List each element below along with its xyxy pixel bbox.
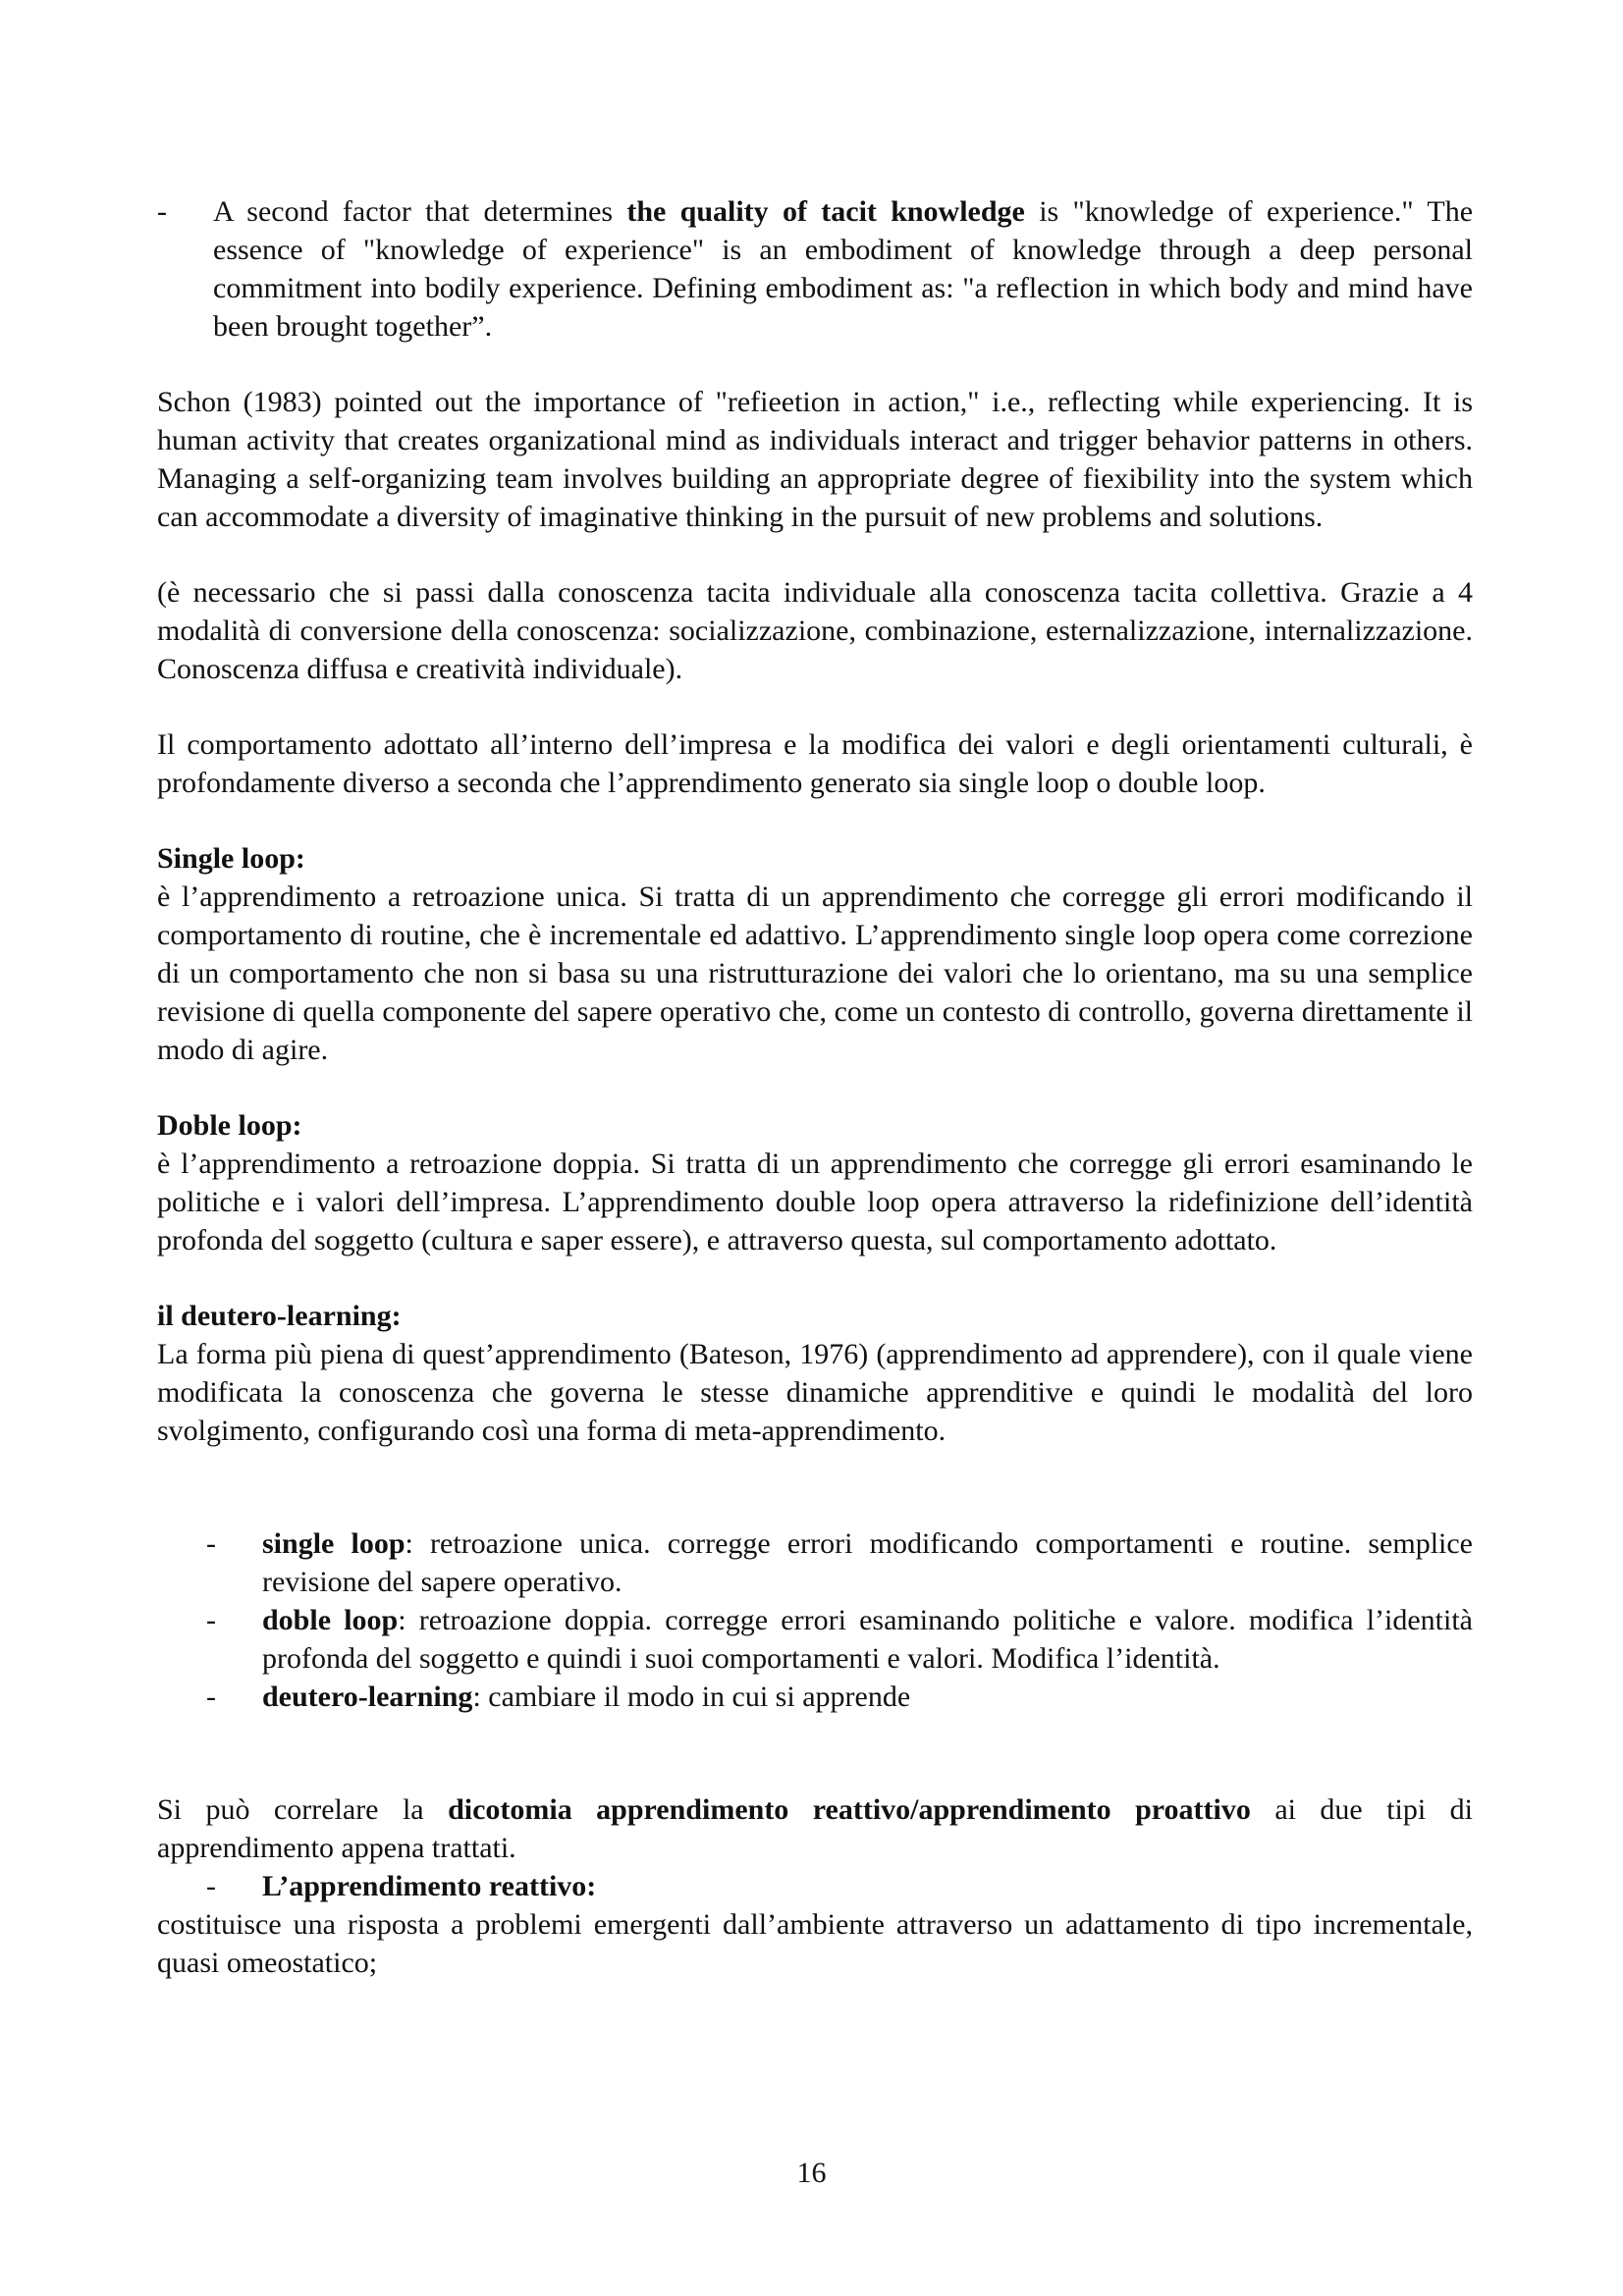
dash-marker: - [206, 1870, 216, 1902]
summary-term: deutero-learning [262, 1681, 473, 1713]
dicotomia-intro: Si può correlare la [157, 1793, 449, 1826]
single-loop-heading: Single loop: [157, 842, 305, 875]
list-item [206, 1524, 1473, 1601]
double-loop-paragraph: è l’apprendimento a retroazione doppia. Si tratta di un apprendimento che corregge gli errori esaminando le politiche e i valori dell’impresa. L’apprendimento double loop opera attraverso la ridefinizione dell’identità profonda del soggetto (cultura e saper essere), e attraverso questa, sul comportamento adottato. [157, 1148, 1473, 1256]
tacit-knowledge-item [157, 192, 1473, 346]
reattivo-heading: L’apprendimento reattivo: [262, 1870, 597, 1902]
document-page [157, 192, 1473, 1982]
page-number: 16 [796, 2157, 827, 2189]
dash-marker: - [157, 195, 167, 228]
dash-marker: - [206, 1681, 216, 1713]
double-loop-heading: Doble loop: [157, 1109, 302, 1142]
dash-marker: - [206, 1527, 216, 1560]
tacit-bold-term: the quality of tacit knowledge [626, 195, 1025, 228]
deutero-learning-paragraph: La forma più piena di quest’apprendimento (Bateson, 1976) (apprendimento ad apprendere), con il quale viene modificata la conoscenza che governa le stesse dinamiche apprenditive e quindi le modalità del loro svolgimento, configurando così una forma di meta-apprendimento. [157, 1338, 1473, 1447]
summary-list [206, 1524, 1473, 1716]
summary-text: : retroazione doppia. corregge errori esaminando politiche e valore. modifica l’identità profonda del soggetto e quindi i suoi comportamenti e valori. Modifica l’identità. [262, 1604, 1473, 1675]
list-item [206, 1601, 1473, 1678]
deutero-learning-heading: il deutero-learning: [157, 1300, 402, 1332]
dicotomia-paragraph [157, 1790, 1473, 1867]
schon-paragraph: Schon (1983) pointed out the importance of "refieetion in action," i.e., reflecting while experiencing. It is human activity that creates organizational mind as individuals interact and trigger behavior patterns in others. Managing a self-organizing team involves building an appropriate degree of fiexibility into the system which can accommodate a diversity of imaginative thinking in the pursuit of new problems and solutions. [157, 386, 1473, 533]
reattivo-paragraph: costituisce una risposta a problemi emergenti dall’ambiente attraverso un adattamento di tipo incrementale, quasi omeostatico; [157, 1908, 1473, 1979]
tacit-knowledge-paragraph [213, 192, 1473, 346]
tacit-intro: A second factor that determines [213, 195, 627, 228]
dicotomia-rest: ai due tipi di apprendimento appena trattati. [157, 1793, 1473, 1864]
dicotomia-bold-term: dicotomia apprendimento reattivo/apprendimento proattivo [448, 1793, 1251, 1826]
summary-text: : cambiare il modo in cui si apprende [472, 1681, 911, 1713]
comportamento-paragraph: Il comportamento adottato all’interno dell’impresa e la modifica dei valori e degli orientamenti culturali, è profondamente diverso a seconda che l’apprendimento generato sia single loop o double loop. [157, 728, 1473, 799]
summary-text: : retroazione unica. corregge errori modificando comportamenti e routine. semplice revisione del sapere operativo. [262, 1527, 1473, 1598]
italian-note-paragraph: (è necessario che si passi dalla conoscenza tacita individuale alla conoscenza tacita collettiva. Grazie a 4 modalità di conversione della conoscenza: socializzazione, combinazione, esternalizzazione, internalizzazione. Conoscenza diffusa e creatività individuale). [157, 576, 1473, 685]
dash-marker: - [206, 1604, 216, 1636]
list-item [206, 1678, 1473, 1716]
reattivo-item [206, 1867, 1473, 1905]
summary-term: doble loop [262, 1604, 399, 1636]
single-loop-paragraph: è l’apprendimento a retroazione unica. Si tratta di un apprendimento che corregge gli errori modificando il comportamento di routine, che è incrementale ed adattivo. L’apprendimento single loop opera come correzione di un comportamento che non si basa su una ristrutturazione dei valori che lo orientano, ma su una semplice revisione di quella componente del sapere operativo che, come un contesto di controllo, governa direttamente il modo di agire. [157, 881, 1473, 1066]
tacit-rest: is "knowledge of experience." The essence of "knowledge of experience" is an embodiment of knowledge through a deep personal commitment into bodily experience. Defining embodiment as: "a reflection in which body and mind have been brought together”. [213, 195, 1474, 343]
summary-term: single loop [262, 1527, 406, 1560]
